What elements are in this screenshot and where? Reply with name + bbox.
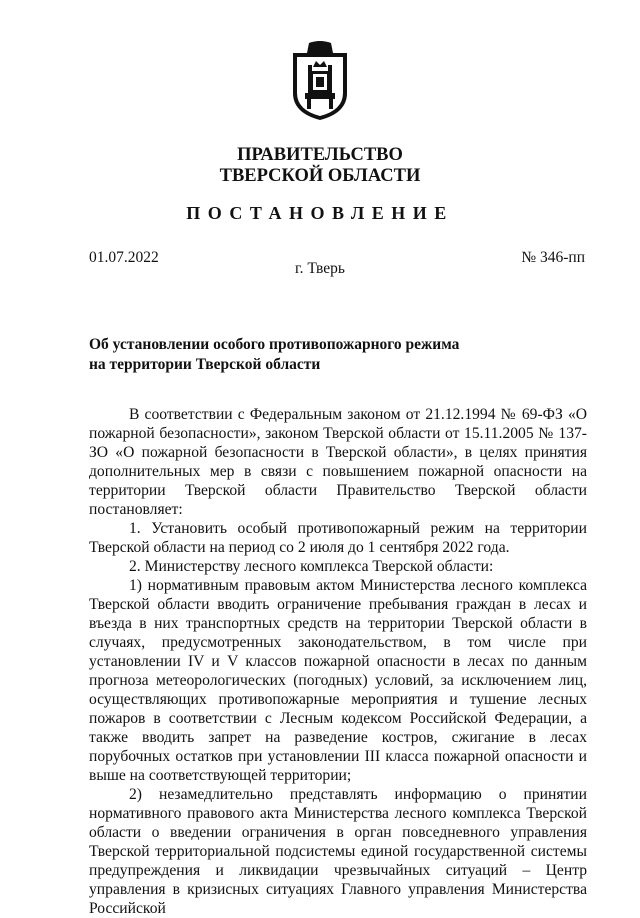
government-name-line1: ПРАВИТЕЛЬСТВО bbox=[237, 145, 403, 165]
subject-line1: Об установлении особого противопожарного режима bbox=[89, 336, 460, 353]
document-subject bbox=[89, 335, 459, 375]
document-date: 01.07.2022 bbox=[89, 249, 159, 266]
document-city: г. Тверь bbox=[295, 260, 345, 277]
government-name-line2: ТВЕРСКОЙ ОБЛАСТИ bbox=[219, 166, 421, 186]
subject-line2: на территории Тверской области bbox=[89, 356, 321, 373]
item-2-paragraph: 2. Министерству лесного комплекса Тверской области: bbox=[129, 558, 494, 575]
document-type-title: ПОСТАНОВЛЕНИЕ bbox=[186, 203, 454, 223]
item-2-1-paragraph: 1) нормативным правовым актом Министерства лесного комплекса Тверской области вводить ограничение пребывания граждан в лесах и въезда в них транспортных средств на территории Тверской области в случаях, предусмотренных законодательством, в том числе при установлении IV и V классов пожарной опасности в лесах по данным прогноза метеорологических (погодных) условий, за исключением лиц, осуществляющих противопожарные мероприятия и тушение лесных пожаров в соответствии с Лесным кодексом Российской Федерации, а также вводить запрет на разведение костров, сжигание в лесах порубочных остатков при установлении III класса пожарной опасности и выше на соответствующей территории; bbox=[89, 577, 587, 784]
document-number: № 346-пп bbox=[521, 249, 585, 266]
item-2-2-paragraph: 2) незамедлительно представлять информацию о принятии нормативного правового акта Министерства лесного комплекса Тверской области о введении ограничения в орган повседневного управления Тверской территориальной подсистемы единой государственной системы предупреждения и ликвидации чрезвычайных ситуаций – Центр управления в кризисных ситуациях Главного управления Министерства Российской bbox=[89, 786, 587, 917]
tver-coat-of-arms-icon bbox=[287, 41, 353, 121]
item-1-paragraph: 1. Установить особый противопожарный режим на территории Тверской области на период со 2 июля до 1 сентября 2022 года. bbox=[89, 520, 587, 556]
document-body bbox=[89, 405, 587, 918]
preamble-paragraph: В соответствии с Федеральным законом от 21.12.1994 № 69-ФЗ «О пожарной безопасности», законом Тверской области от 15.11.2005 № 137-ЗО «О пожарной безопасности в Тверской области», в целях принятия дополнительных мер в связи с повышением пожарной опасности на территории Тверской области Правительство Тверской области постановляет: bbox=[89, 406, 587, 518]
